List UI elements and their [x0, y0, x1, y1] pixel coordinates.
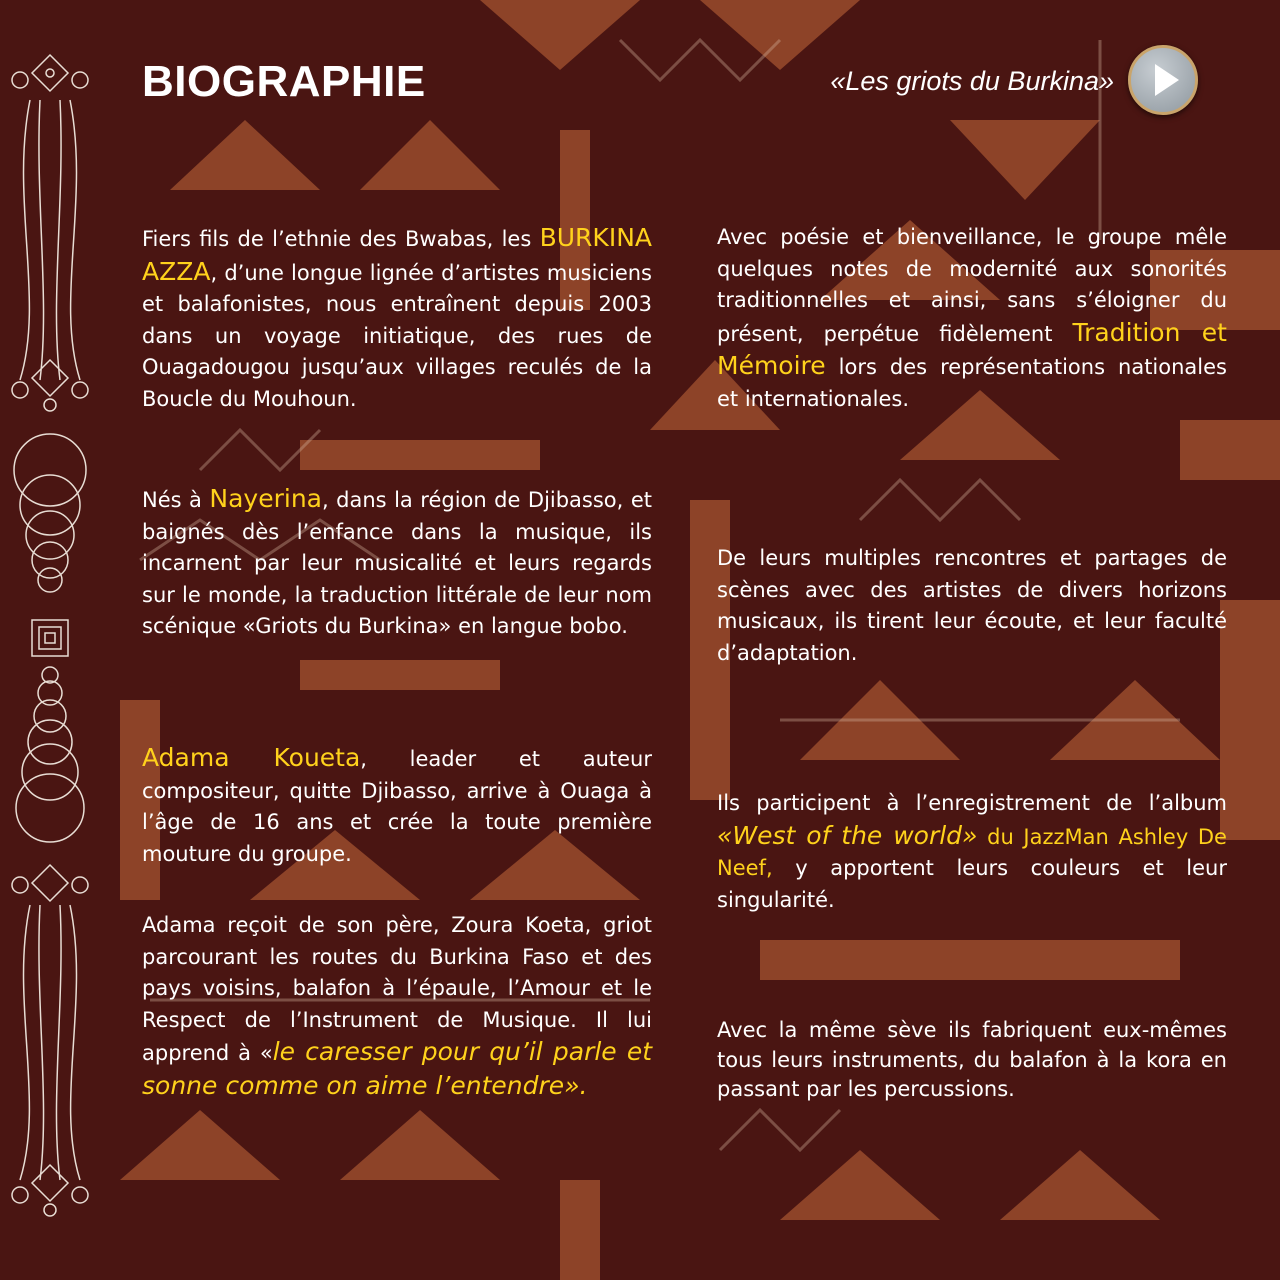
- play-icon: [1131, 48, 1195, 112]
- tribal-ornament-strip: [0, 0, 100, 1280]
- tradition-highlight: Tradition et Mémoire: [717, 317, 1227, 380]
- leader-name-highlight: Adama Koueta: [142, 743, 361, 772]
- bio-paragraph-modernity: Avec poésie et bienveillance, le groupe mêle quelques notes de modernité aux sonorités traditionnelles et ainsi, sans s’éloigner du présent, perpétue fidèlement Tradition et Mémoire lors des représentations nationales et internationales.: [717, 225, 1227, 411]
- bio-paragraph-encounters: De leurs multiples rencontres et partages de scènes avec des artistes de divers horizons musicaux, ils tirent leur écoute, et leur faculté d’adaptation.: [717, 546, 1227, 665]
- album-title-highlight: «West of the world»: [717, 820, 978, 850]
- bio-paragraph-leader: Adama Koueta, leader et auteur compositeur, quitte Djibasso, arrive à Ouaga à l’âge de 16 ans et crée la toute première mouture du groupe.: [142, 743, 653, 866]
- page-title: BIOGRAPHIE: [142, 57, 426, 106]
- bio-paragraph-birthplace: Nés à Nayerina, dans la région de Djibasso, et baignés dès l’enfance dans la musique, ils incarnent par leur musicalité et leurs regards sur le monde, la traduction littérale de leur nom scénique «Griots du Burkina» en langue bobo.: [142, 484, 652, 638]
- quote-highlight: le caresser pour qu’il parle et sonne comme on aime l’entendre».: [142, 1037, 653, 1100]
- audio-track-label: «Les griots du Burkina»: [830, 66, 1114, 96]
- jazzman-highlight: du JazzMan Ashley De Neef,: [717, 824, 1227, 880]
- bio-paragraph-father: Adama reçoit de son père, Zoura Koeta, griot parcourant les routes du Burkina Faso et des pays voisins, balafon à l’épaule, l’Amour et le Respect de l’Instrument de Musique. Il lui apprend à «le caresser pour qu’il parle et sonne comme on aime l’entendre».: [142, 913, 653, 1100]
- village-highlight: Nayerina: [209, 484, 322, 513]
- bio-paragraph-origins: Fiers fils de l’ethnie des Bwabas, les BURKINA AZZA, d’une longue lignée d’artistes musiciens et balafonistes, nous entraînent depuis 2003 dans un voyage initiatique, des rues de Ouagadougou jusqu’aux villages reculés de la Boucle du Mouhoun.: [142, 223, 652, 411]
- bio-paragraph-instruments: Avec la même sève ils fabriquent eux-mêmes tous leurs instruments, du balafon à la kora en passant par les percussions.: [717, 1018, 1227, 1101]
- bio-paragraph-album: Ils participent à l’enregistrement de l’album «West of the world» du JazzMan Ashley De Neef, y apportent leurs couleurs et leur singularité.: [717, 791, 1227, 912]
- play-button[interactable]: [1128, 45, 1198, 115]
- band-name-highlight: BURKINA AZZA: [142, 223, 652, 286]
